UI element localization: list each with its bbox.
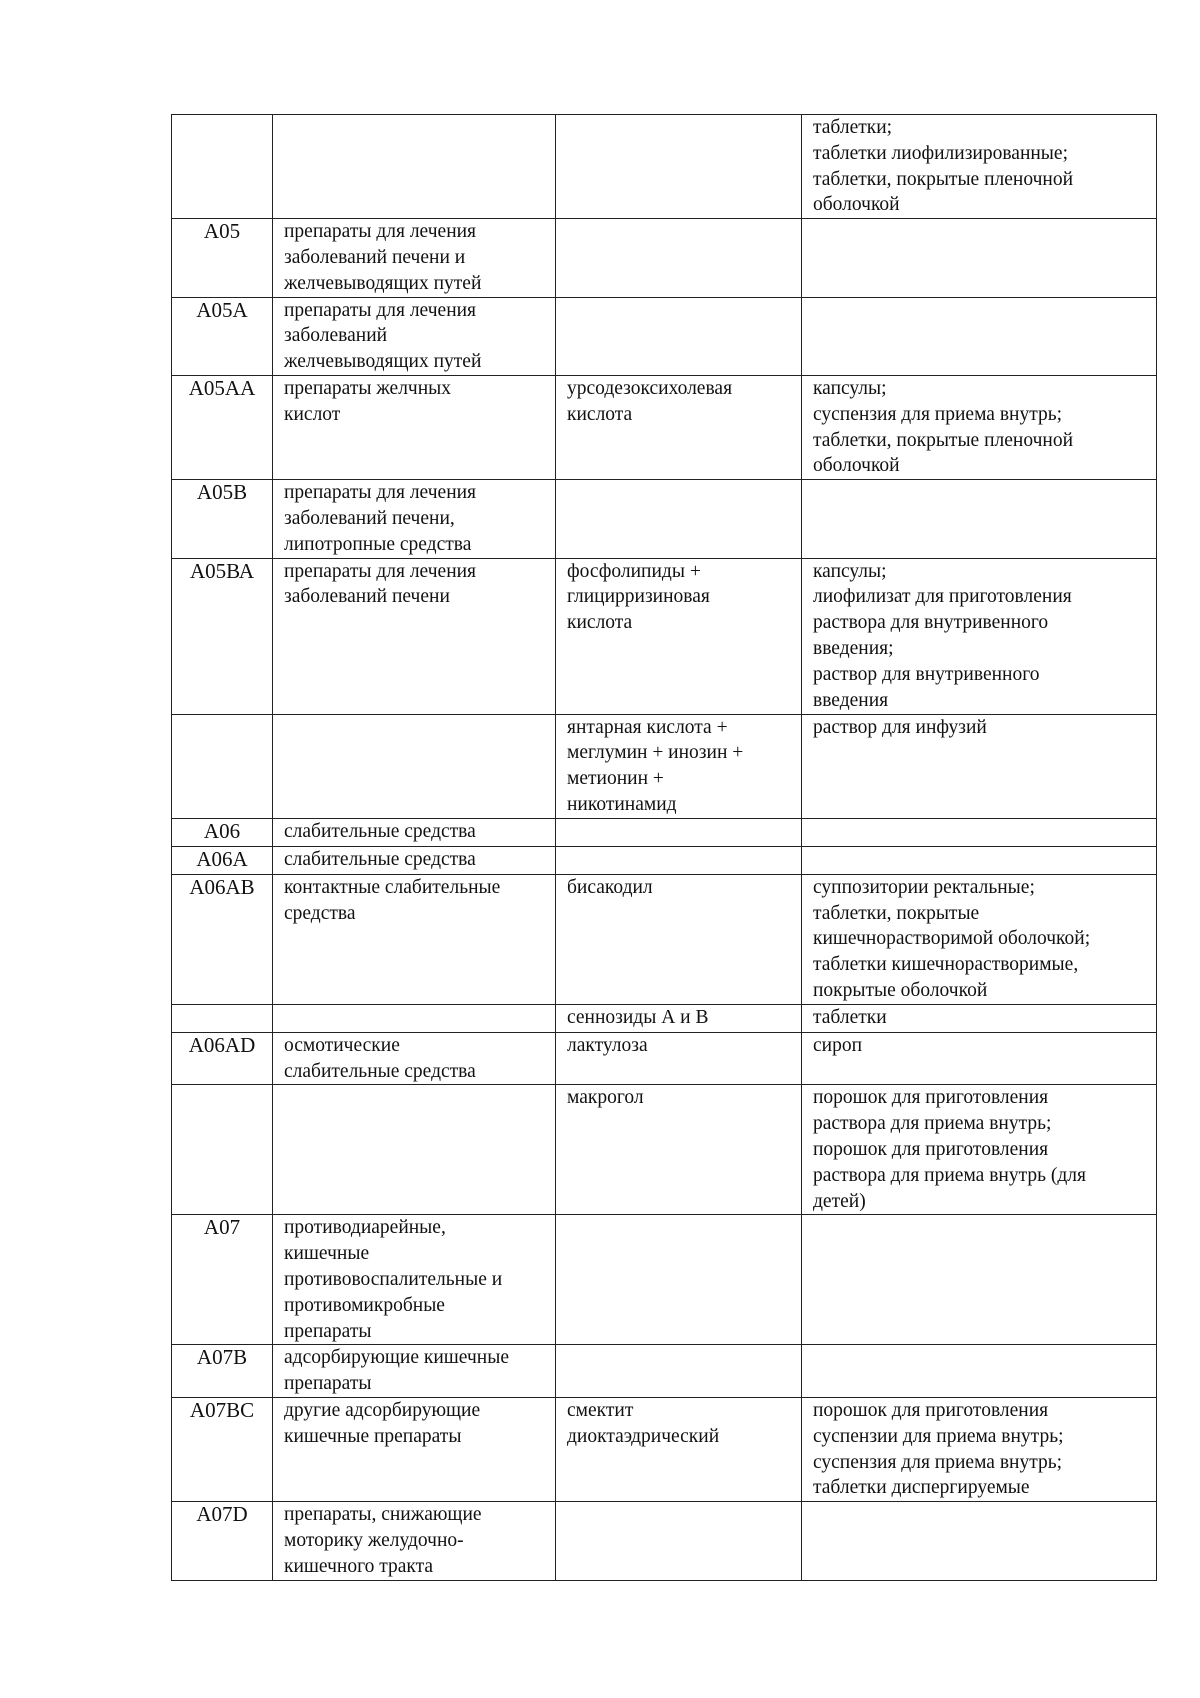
drug-name-cell (556, 1345, 802, 1398)
group-name-cell: препараты для лечения заболеваний желчевыводящих путей (273, 297, 556, 375)
group-name-cell: препараты для лечения заболеваний печени (273, 558, 556, 714)
drug-name-cell (556, 1502, 802, 1580)
drug-name-cell (556, 219, 802, 297)
dosage-forms-cell (802, 297, 1157, 375)
table-row (172, 297, 1157, 375)
table-row (172, 874, 1157, 1004)
atc-code-cell: А07ВС (172, 1397, 273, 1501)
drug-name-cell: бисакодил (556, 874, 802, 1004)
table-row (172, 1215, 1157, 1345)
group-name-cell (273, 1004, 556, 1032)
group-name-cell: слабительные средства (273, 818, 556, 846)
atc-code-cell: А06АD (172, 1032, 273, 1085)
atc-code-cell: А06 (172, 818, 273, 846)
dosage-forms-cell (802, 1345, 1157, 1398)
table-row (172, 219, 1157, 297)
atc-code-cell: А06АВ (172, 874, 273, 1004)
atc-code-cell (172, 1085, 273, 1215)
dosage-forms-cell (802, 1215, 1157, 1345)
drug-name-cell: янтарная кислота + меглумин + инозин + метионин + никотинамид (556, 714, 802, 818)
group-name-cell: препараты для лечения заболеваний печени и желчевыводящих путей (273, 219, 556, 297)
dosage-forms-cell (802, 818, 1157, 846)
dosage-forms-cell: таблетки; таблетки лиофилизированные; таблетки, покрытые пленочной оболочкой (802, 115, 1157, 219)
table-row (172, 1004, 1157, 1032)
drug-name-cell: сеннозиды А и В (556, 1004, 802, 1032)
table-row (172, 115, 1157, 219)
document-page (171, 114, 1156, 1581)
drug-name-cell (556, 846, 802, 874)
atc-code-cell: А05АА (172, 375, 273, 479)
drug-name-cell: лактулоза (556, 1032, 802, 1085)
table-row (172, 1345, 1157, 1398)
drug-name-cell (556, 480, 802, 558)
table-row (172, 558, 1157, 714)
group-name-cell (273, 115, 556, 219)
drug-name-cell (556, 1215, 802, 1345)
table-row (172, 1085, 1157, 1215)
drug-name-cell (556, 115, 802, 219)
group-name-cell: другие адсорбирующие кишечные препараты (273, 1397, 556, 1501)
dosage-forms-cell (802, 219, 1157, 297)
drug-name-cell (556, 818, 802, 846)
table-row (172, 818, 1157, 846)
dosage-forms-cell: таблетки (802, 1004, 1157, 1032)
group-name-cell: адсорбирующие кишечные препараты (273, 1345, 556, 1398)
group-name-cell: противодиарейные, кишечные противовоспалительные и противомикробные препараты (273, 1215, 556, 1345)
group-name-cell: препараты желчных кислот (273, 375, 556, 479)
dosage-forms-cell: сироп (802, 1032, 1157, 1085)
table-row (172, 375, 1157, 479)
table-row (172, 1502, 1157, 1580)
atc-code-cell (172, 1004, 273, 1032)
dosage-forms-cell (802, 846, 1157, 874)
dosage-forms-cell: капсулы; лиофилизат для приготовления раствора для внутривенного введения; раствор для внутривенного введения (802, 558, 1157, 714)
drug-name-cell (556, 297, 802, 375)
table-row (172, 1032, 1157, 1085)
dosage-forms-cell (802, 1502, 1157, 1580)
group-name-cell (273, 1085, 556, 1215)
table-row (172, 480, 1157, 558)
drug-name-cell: урсодезоксихолевая кислота (556, 375, 802, 479)
drug-name-cell: макрогол (556, 1085, 802, 1215)
atc-code-cell: А05 (172, 219, 273, 297)
atc-code-cell: А07 (172, 1215, 273, 1345)
drug-name-cell: смектит диоктаэдрический (556, 1397, 802, 1501)
atc-code-cell: А05ВА (172, 558, 273, 714)
atc-code-cell: А05А (172, 297, 273, 375)
group-name-cell: осмотические слабительные средства (273, 1032, 556, 1085)
group-name-cell: слабительные средства (273, 846, 556, 874)
group-name-cell: препараты, снижающие моторику желудочно- кишечного тракта (273, 1502, 556, 1580)
atc-code-cell: А07D (172, 1502, 273, 1580)
atc-code-cell (172, 714, 273, 818)
group-name-cell: контактные слабительные средства (273, 874, 556, 1004)
dosage-forms-cell: раствор для инфузий (802, 714, 1157, 818)
dosage-forms-cell: суппозитории ректальные; таблетки, покрытые кишечнорастворимой оболочкой; таблетки кишечнорастворимые, покрытые оболочкой (802, 874, 1157, 1004)
dosage-forms-cell (802, 480, 1157, 558)
atc-code-cell: А05В (172, 480, 273, 558)
table-row (172, 846, 1157, 874)
dosage-forms-cell: порошок для приготовления суспензии для приема внутрь; суспензия для приема внутрь; таблетки диспергируемые (802, 1397, 1157, 1501)
dosage-forms-cell: капсулы; суспензия для приема внутрь; таблетки, покрытые пленочной оболочкой (802, 375, 1157, 479)
atc-code-cell (172, 115, 273, 219)
group-name-cell: препараты для лечения заболеваний печени, липотропные средства (273, 480, 556, 558)
drug-table (171, 114, 1157, 1581)
group-name-cell (273, 714, 556, 818)
dosage-forms-cell: порошок для приготовления раствора для приема внутрь; порошок для приготовления раствора для приема внутрь (для детей) (802, 1085, 1157, 1215)
table-row (172, 1397, 1157, 1501)
table-row (172, 714, 1157, 818)
drug-name-cell: фосфолипиды + глицирризиновая кислота (556, 558, 802, 714)
atc-code-cell: А07В (172, 1345, 273, 1398)
atc-code-cell: А06А (172, 846, 273, 874)
